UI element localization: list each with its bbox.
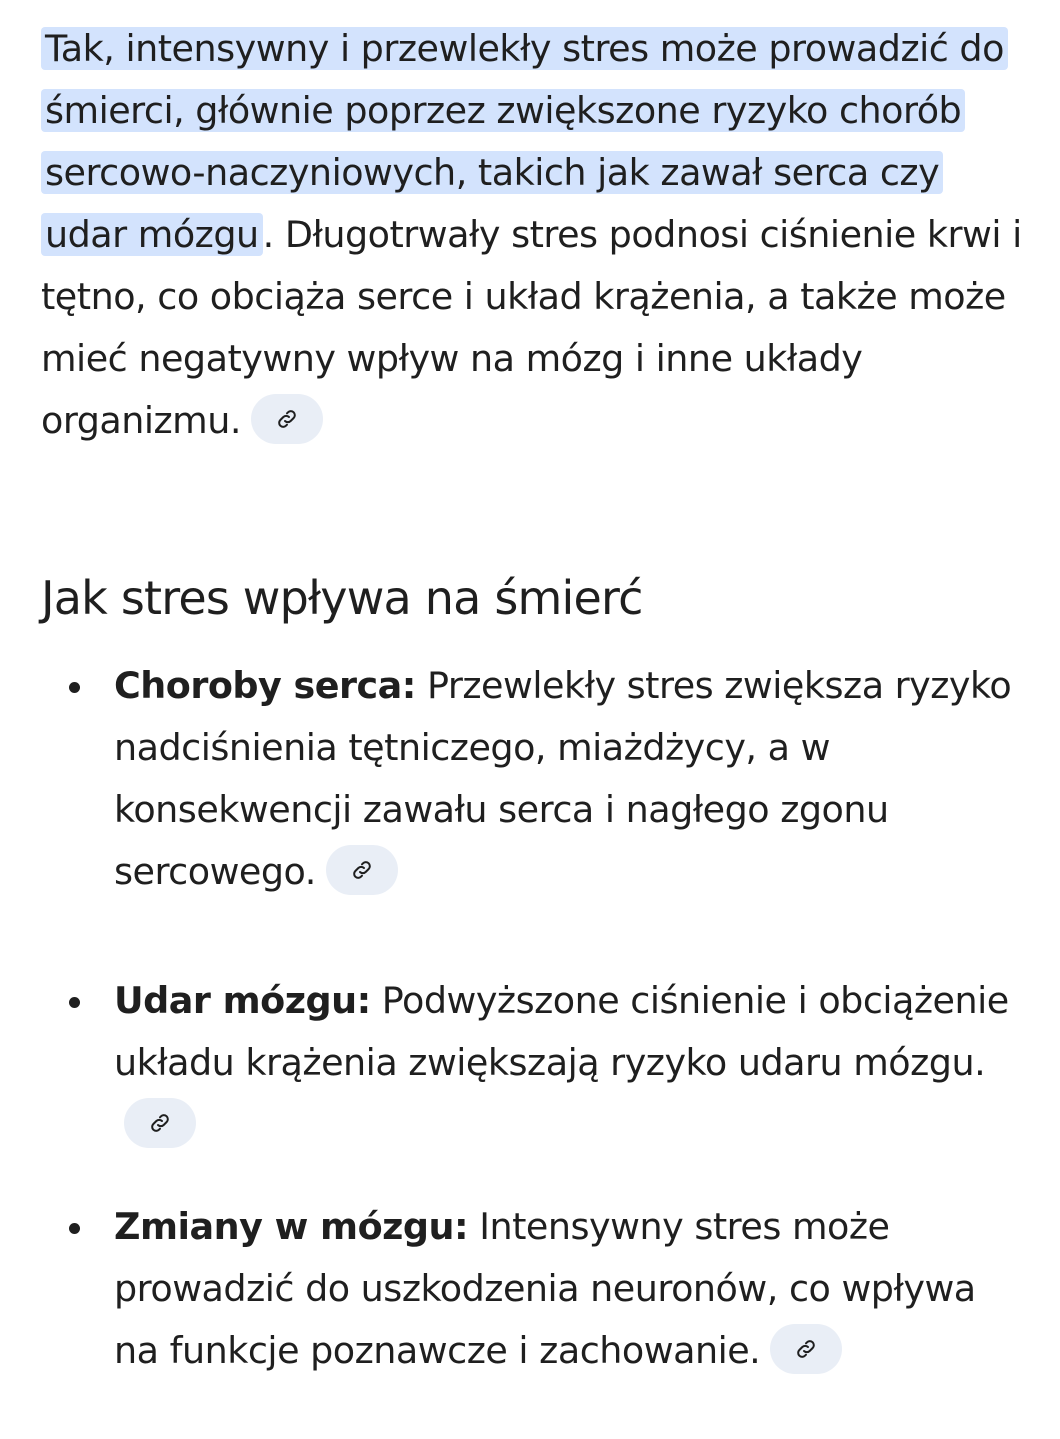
citation-link-button[interactable]: [124, 1098, 196, 1148]
list-item-text: [114, 970, 1026, 1156]
list-item-body: Intensywny stres może prowadzić do uszkodzenia neuronów, co wpływa na funkcje poznawcze i zachowanie.: [114, 1205, 976, 1372]
intro-paragraph: [41, 18, 1026, 452]
citation-link-button[interactable]: [326, 845, 398, 895]
section-heading: Jak stres wpływa na śmierć: [41, 571, 643, 625]
list-item: [41, 1196, 1026, 1382]
intro-rest-text: . Długotrwały stres podnosi ciśnienie krwi i tętno, co obciąża serce i układ krążenia, a także może mieć negatywny wpływ na mózg i inne układy organizmu.: [41, 213, 1022, 442]
response-content: [41, 18, 1026, 1372]
list-item-body: Przewlekły stres zwiększa ryzyko nadciśnienia tętniczego, miażdżycy, a w konsekwencji zawału serca i nagłego zgonu sercowego.: [114, 664, 1012, 893]
bullet-dot: [69, 1223, 80, 1234]
list-item-title: Zmiany w mózgu:: [114, 1205, 469, 1248]
citation-link-button[interactable]: [770, 1324, 842, 1374]
list-item: [41, 970, 1026, 1156]
list-item-title: Udar mózgu:: [114, 979, 371, 1022]
bullet-dot: [69, 997, 80, 1008]
list-item-text: [114, 1196, 1026, 1382]
link-icon: [794, 1337, 818, 1361]
link-icon: [275, 407, 299, 431]
highlighted-text[interactable]: Tak, intensywny i przewlekły stres może prowadzić do śmierci, głównie poprzez zwiększone ryzyko chorób sercowo-naczyniowych, takich jak zawał serca czy udar mózgu: [41, 27, 1008, 256]
list-item-body: Podwyższone ciśnienie i obciążenie układu krążenia zwiększają ryzyko udaru mózgu.: [114, 979, 1009, 1084]
list-item-title: Choroby serca:: [114, 664, 416, 707]
list-item: [41, 655, 1026, 903]
citation-link-button[interactable]: [251, 394, 323, 444]
link-icon: [148, 1111, 172, 1135]
link-icon: [350, 858, 374, 882]
bullet-dot: [69, 682, 80, 693]
list-item-text: [114, 655, 1026, 903]
